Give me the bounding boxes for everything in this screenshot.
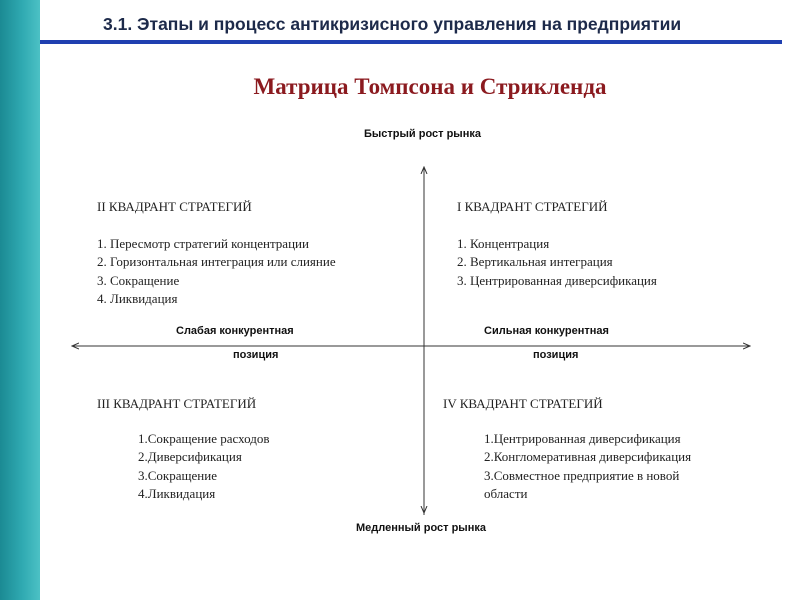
quadrant-item: 4.Ликвидация [138,486,216,501]
axis-label-strong-position-2: позиция [533,349,579,361]
slide-header-title: 3.1. Этапы и процесс антикризисного управления на предприятии [103,14,682,34]
quadrant-item: 3. Сокращение [97,272,180,288]
quadrant-item: 1.Сокращение расходов [138,430,270,446]
quadrant-title: II КВАДРАНТ СТРАТЕГИЙ [97,199,252,214]
quadrant-item: 2. Горизонтальная интеграция или слияние [97,254,336,269]
quadrant-item: области [484,486,528,501]
quadrant-1 [457,198,657,290]
quadrant-item: 1. Концентрация [457,235,550,251]
quadrant-item: 3.Сокращение [138,467,217,483]
axis-label-weak-position-2: позиция [233,349,279,361]
axis-label-slow-growth: Медленный рост рынка [356,522,486,534]
axis-label-weak-position: Слабая конкурентная [176,325,294,337]
quadrant-title: IV КВАДРАНТ СТРАТЕГИЙ [443,396,603,411]
quadrant-item: 2.Диверсификация [138,449,242,464]
axis-label-strong-position: Сильная конкурентная [484,325,609,337]
quadrant-item: 2. Вертикальная интеграция [457,254,613,269]
quadrant-item: 2.Конгломеративная диверсификация [484,449,692,464]
quadrant-item: 1.Центрированная диверсификация [484,430,681,446]
quadrant-item: 1. Пересмотр стратегий концентрации [97,235,309,251]
quadrant-title: I КВАДРАНТ СТРАТЕГИЙ [457,199,608,214]
quadrant-item: 3.Совместное предприятие в новой [484,467,680,483]
quadrant-3 [97,395,269,504]
quadrant-4 [443,395,691,504]
matrix-title: Матрица Томпсона и Стрикленда [253,74,607,99]
quadrant-item: 3. Центрированная диверсификация [457,272,657,288]
quadrant-2 [97,198,336,309]
axis-label-fast-growth: Быстрый рост рынка [364,128,481,140]
quadrant-item: 4. Ликвидация [97,291,178,306]
quadrant-title: III КВАДРАНТ СТРАТЕГИЙ [97,396,257,411]
